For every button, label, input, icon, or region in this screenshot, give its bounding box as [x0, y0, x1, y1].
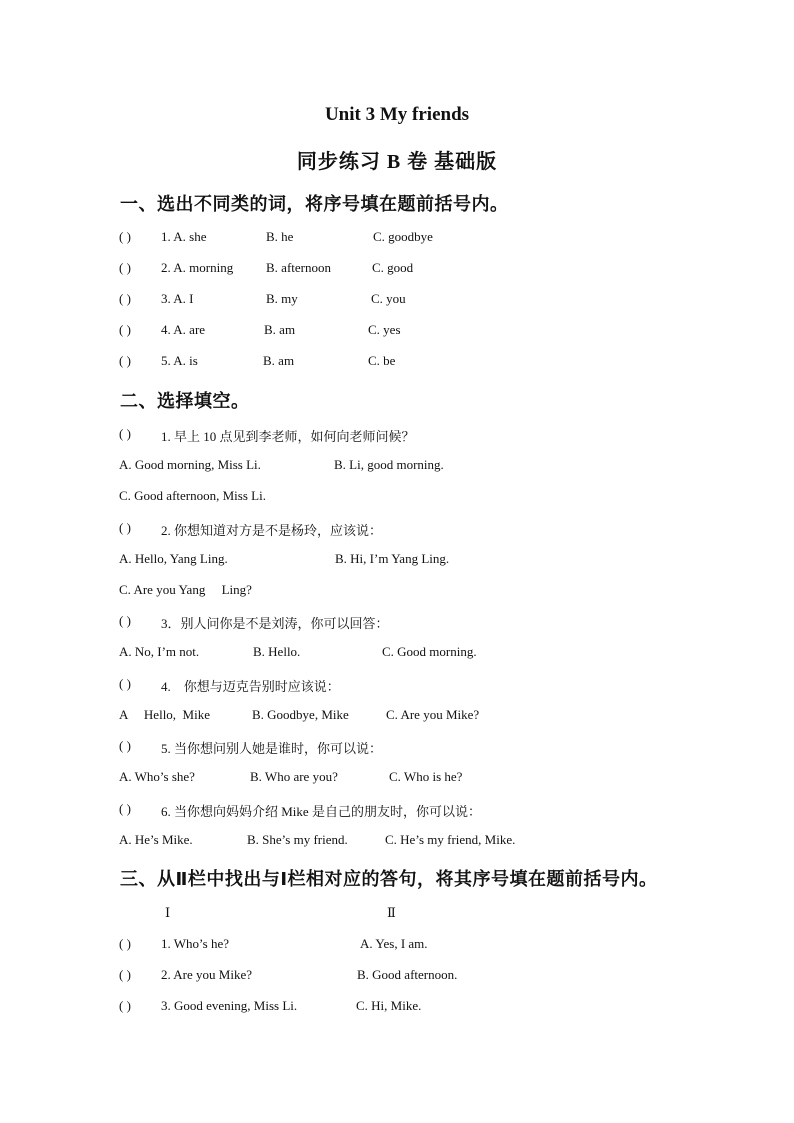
answer-parentheses: ( )	[119, 520, 131, 535]
option-a: 2. A. morning	[161, 260, 234, 275]
option-a: A Hello, Mike	[119, 707, 210, 722]
answer-parentheses: ( )	[119, 936, 131, 951]
option-a: 5. A. is	[161, 353, 198, 368]
option-c: C. He’s my friend, Mike.	[385, 832, 516, 847]
question-text: 3．别人问你是不是刘涛，你可以回答：	[161, 616, 389, 631]
option-c: C. Are you Yang Ling?	[119, 582, 252, 597]
option-b: B. Who are you?	[250, 769, 338, 784]
question-text: 4. 你想与迈克告别时应该说：	[161, 679, 340, 694]
worksheet-subtitle: 同步练习 B 卷 基础版	[296, 151, 498, 173]
question-text: 1. 早上 10 点见到李老师，如何向老师问候？	[161, 429, 415, 444]
column-ii-item: B. Good afternoon.	[357, 967, 458, 982]
section2-heading: 二、选择填空。	[120, 391, 250, 412]
option-c: C. good	[372, 260, 414, 275]
option-a: A. Good morning, Miss Li.	[119, 457, 261, 472]
section1-heading: 一、选出不同类的词，将序号填在题前括号内。	[120, 194, 509, 215]
section3-heading: 三、从Ⅱ栏中找出与Ⅰ栏相对应的答句，将其序号填在题前括号内。	[120, 869, 658, 890]
answer-parentheses: ( )	[119, 967, 131, 982]
option-b: B. Li, good morning.	[334, 457, 444, 472]
answer-parentheses: ( )	[119, 676, 131, 691]
option-a: 3. A. I	[161, 291, 194, 306]
option-c: C. goodbye	[373, 229, 433, 244]
column-i-item: 2. Are you Mike?	[161, 967, 252, 982]
option-a: 1. A. she	[161, 229, 207, 244]
option-b: B. Goodbye, Mike	[252, 707, 349, 722]
column-ii-item: C. Hi, Mike.	[356, 998, 422, 1013]
option-c: C. you	[371, 291, 406, 306]
option-b: B. She’s my friend.	[247, 832, 348, 847]
worksheet-title: Unit 3 My friends	[324, 104, 470, 125]
option-c: C. yes	[368, 322, 401, 337]
answer-parentheses: ( )	[119, 801, 131, 816]
column-ii-item: A. Yes, I am.	[360, 936, 428, 951]
option-b: B. am	[263, 353, 295, 368]
question-text: 2. 你想知道对方是不是杨玲，应该说：	[161, 523, 383, 538]
option-a: A. Who’s she?	[119, 769, 195, 784]
answer-parentheses: ( )	[119, 738, 131, 753]
question-text: 6. 当你想向妈妈介绍 Mike 是自己的朋友时，你可以说：	[161, 804, 481, 819]
option-b: B. am	[264, 322, 296, 337]
answer-parentheses: ( )	[119, 291, 131, 306]
answer-parentheses: ( )	[119, 353, 131, 368]
option-a: A. He’s Mike.	[119, 832, 193, 847]
column-label-ii: Ⅱ	[387, 905, 396, 920]
column-i-item: 3. Good evening, Miss Li.	[161, 998, 298, 1013]
question-text: 5. 当你想问别人她是谁时，你可以说：	[161, 741, 383, 756]
answer-parentheses: ( )	[119, 322, 131, 337]
option-c: C. Are you Mike?	[386, 707, 480, 722]
answer-parentheses: ( )	[119, 998, 131, 1013]
column-label-i: Ⅰ	[165, 905, 171, 920]
option-a: A. No, I’m not.	[119, 644, 200, 659]
option-c: C. Good afternoon, Miss Li.	[119, 488, 266, 503]
option-b: B. Hi, I’m Yang Ling.	[335, 551, 450, 566]
option-c: C. Who is he?	[389, 769, 463, 784]
column-i-item: 1. Who’s he?	[161, 936, 229, 951]
option-b: B. he	[266, 229, 294, 244]
answer-parentheses: ( )	[119, 260, 131, 275]
answer-parentheses: ( )	[119, 426, 131, 441]
option-a: A. Hello, Yang Ling.	[119, 551, 228, 566]
option-c: C. Good morning.	[382, 644, 477, 659]
option-b: B. Hello.	[253, 644, 301, 659]
option-a: 4. A. are	[161, 322, 206, 337]
option-b: B. my	[266, 291, 298, 306]
answer-parentheses: ( )	[119, 229, 131, 244]
option-c: C. be	[368, 353, 396, 368]
answer-parentheses: ( )	[119, 613, 131, 628]
option-b: B. afternoon	[266, 260, 331, 275]
